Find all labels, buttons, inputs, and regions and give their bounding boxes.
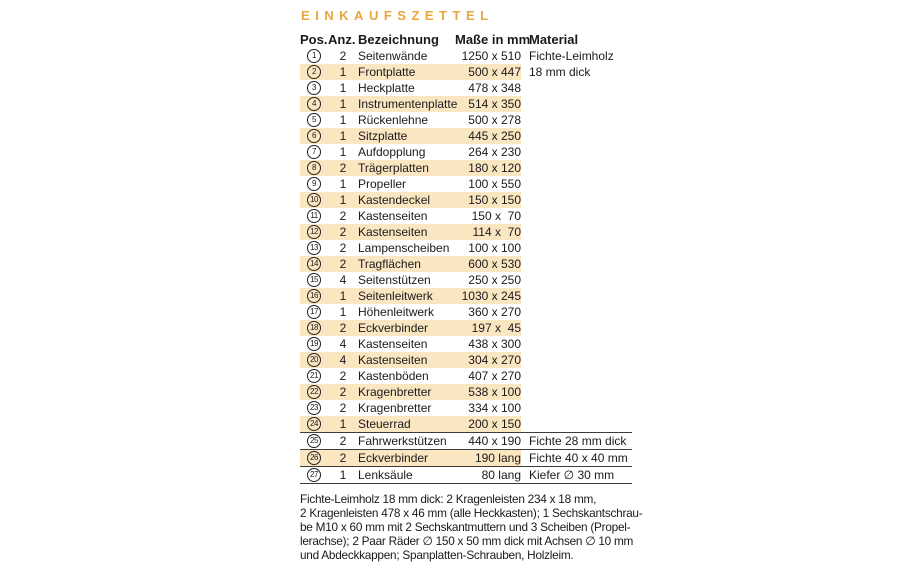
part-name-cell: Kastenseiten: [358, 353, 428, 367]
pos-number-badge: 27: [307, 468, 321, 482]
part-name-cell: Aufdopplung: [358, 145, 426, 159]
quantity-cell: 2: [339, 385, 347, 399]
quantity-cell: 1: [339, 113, 347, 127]
footer-note-line: 2 Kragenleisten 478 x 46 mm (alle Heckkasten); 1 Sechskantschrau-: [300, 505, 643, 520]
part-name-cell: Trägerplatten: [358, 161, 429, 175]
table-row: [300, 304, 632, 320]
part-name-cell: Kragenbretter: [358, 385, 432, 399]
pos-number-badge: 16: [307, 289, 321, 303]
pos-cell: [300, 337, 328, 351]
table-row: [300, 224, 632, 240]
part-name-cell: Sitzplatte: [358, 129, 408, 143]
quantity-cell: 4: [339, 273, 347, 287]
dimensions-cell: 445 x 250: [468, 129, 521, 143]
pos-number-badge: 11: [307, 209, 321, 223]
pos-cell: [300, 321, 328, 335]
table-row: [300, 320, 632, 336]
pos-cell: [300, 273, 328, 287]
pos-cell: [300, 113, 328, 127]
dimensions-cell: 360 x 270: [468, 305, 521, 319]
table-row: [300, 432, 632, 449]
pos-cell: [300, 65, 328, 79]
table-row: [300, 416, 632, 432]
material-cell: Fichte-Leimholz: [529, 49, 614, 63]
footer-notes: [300, 492, 643, 563]
pos-number-badge: 7: [307, 145, 321, 159]
table-row: [300, 96, 632, 112]
part-name-cell: Propeller: [358, 177, 407, 191]
einkaufszettel-panel: [300, 8, 643, 563]
part-name-cell: Kastenseiten: [358, 225, 428, 239]
pos-number-badge: 14: [307, 257, 321, 271]
pos-number-badge: 1: [307, 49, 321, 63]
part-name-cell: Steuerrad: [358, 417, 411, 431]
dimensions-cell: 100 x 550: [468, 177, 521, 191]
pos-number-badge: 17: [307, 305, 321, 319]
dimensions-cell: 150 x 150: [468, 193, 521, 207]
quantity-cell: 4: [339, 337, 347, 351]
quantity-cell: 1: [339, 193, 347, 207]
table-row: [300, 352, 632, 368]
dimensions-cell: 1030 x 245: [461, 289, 521, 303]
material-cell: Fichte 40 x 40 mm: [529, 451, 628, 465]
part-name-cell: Seitenleitwerk: [358, 289, 433, 303]
dimensions-cell: 440 x 190: [468, 434, 521, 448]
table-row: [300, 288, 632, 304]
part-name-cell: Lenksäule: [358, 468, 413, 482]
pos-cell: [300, 193, 328, 207]
part-name-cell: Eckverbinder: [358, 321, 429, 335]
pos-number-badge: 5: [307, 113, 321, 127]
table-row: [300, 48, 632, 64]
pos-number-badge: 4: [307, 97, 321, 111]
part-name-cell: Tragflächen: [358, 257, 421, 271]
quantity-cell: 2: [339, 369, 347, 383]
dimensions-cell: 114 x 70: [472, 225, 521, 239]
quantity-cell: 1: [339, 305, 347, 319]
quantity-cell: 4: [339, 353, 347, 367]
pos-number-badge: 13: [307, 241, 321, 255]
part-name-cell: Seitenwände: [358, 49, 428, 63]
pos-number-badge: 21: [307, 369, 321, 383]
pos-number-badge: 10: [307, 193, 321, 207]
quantity-cell: 2: [339, 401, 347, 415]
dimensions-cell: 538 x 100: [468, 385, 521, 399]
dimensions-cell: 190 lang: [474, 451, 521, 465]
dimensions-cell: 1250 x 510: [461, 49, 521, 63]
dimensions-cell: 600 x 530: [468, 257, 521, 271]
dimensions-cell: 200 x 150: [468, 417, 521, 431]
part-name-cell: Lampenscheiben: [358, 241, 450, 255]
dimensions-cell: 180 x 120: [468, 161, 521, 175]
dimensions-cell: 438 x 300: [468, 337, 521, 351]
pos-number-badge: 23: [307, 401, 321, 415]
table-row: [300, 208, 632, 224]
table-row: [300, 176, 632, 192]
pos-cell: [300, 177, 328, 191]
pos-cell: [300, 353, 328, 367]
quantity-cell: 2: [339, 321, 347, 335]
quantity-cell: 1: [339, 289, 347, 303]
dimensions-cell: 478 x 348: [468, 81, 521, 95]
pos-cell: [300, 305, 328, 319]
table-header-row: [300, 30, 632, 48]
header-pos: Pos.: [300, 31, 328, 47]
header-masse: Maße in mm: [455, 31, 531, 47]
table-row: [300, 144, 632, 160]
quantity-cell: 2: [339, 241, 347, 255]
quantity-cell: 1: [339, 81, 347, 95]
part-name-cell: Seitenstützen: [358, 273, 431, 287]
part-name-cell: Heckplatte: [358, 81, 415, 95]
pos-cell: [300, 225, 328, 239]
dimensions-cell: 500 x 447: [468, 65, 521, 79]
part-name-cell: Kragenbretter: [358, 401, 432, 415]
part-name-cell: Höhenleitwerk: [358, 305, 435, 319]
header-anz: Anz.: [328, 31, 356, 47]
table-row: [300, 272, 632, 288]
pos-cell: [300, 257, 328, 271]
dimensions-cell: 80 lang: [481, 468, 521, 482]
pos-cell: [300, 434, 328, 448]
pos-cell: [300, 209, 328, 223]
footer-note-line: und Abdeckkappen; Spanplatten-Schrauben, Holzleim.: [300, 547, 574, 562]
pos-number-badge: 12: [307, 225, 321, 239]
pos-cell: [300, 129, 328, 143]
quantity-cell: 1: [339, 177, 347, 191]
pos-cell: [300, 401, 328, 415]
part-name-cell: Instrumentenplatte: [358, 97, 458, 111]
material-cell: 18 mm dick: [529, 65, 591, 79]
quantity-cell: 1: [339, 468, 347, 482]
material-cell: Fichte 28 mm dick: [529, 434, 627, 448]
table-row: [300, 80, 632, 96]
table-row: [300, 368, 632, 384]
pos-number-badge: 24: [307, 417, 321, 431]
footer-note-line: Fichte-Leimholz 18 mm dick: 2 Kragenleisten 234 x 18 mm,: [300, 492, 597, 506]
quantity-cell: 1: [339, 97, 347, 111]
quantity-cell: 1: [339, 145, 347, 159]
pos-number-badge: 6: [307, 129, 321, 143]
table-row: [300, 256, 632, 272]
quantity-cell: 2: [339, 161, 347, 175]
pos-cell: [300, 369, 328, 383]
part-name-cell: Rückenlehne: [358, 113, 429, 127]
pos-cell: [300, 468, 328, 482]
table-row: [300, 336, 632, 352]
quantity-cell: 1: [339, 129, 347, 143]
pos-number-badge: 20: [307, 353, 321, 367]
quantity-cell: 2: [339, 225, 347, 239]
pos-number-badge: 18: [307, 321, 321, 335]
table-body: [300, 48, 632, 484]
table-row: [300, 240, 632, 256]
table-row: [300, 466, 632, 484]
quantity-cell: 2: [339, 257, 347, 271]
pos-cell: [300, 241, 328, 255]
header-material: Material: [529, 31, 579, 47]
table-row: [300, 449, 632, 466]
pos-number-badge: 2: [307, 65, 321, 79]
pos-cell: [300, 49, 328, 63]
dimensions-cell: 500 x 278: [468, 113, 521, 127]
footer-note-line: be M10 x 60 mm mit 2 Sechskantmuttern und 3 Scheiben (Propel-: [300, 519, 631, 534]
part-name-cell: Kastenseiten: [358, 337, 428, 351]
pos-cell: [300, 289, 328, 303]
table-row: [300, 384, 632, 400]
pos-cell: [300, 97, 328, 111]
dimensions-cell: 407 x 270: [468, 369, 521, 383]
dimensions-cell: 304 x 270: [468, 353, 521, 367]
dimensions-cell: 334 x 100: [468, 401, 521, 415]
quantity-cell: 2: [339, 451, 347, 465]
quantity-cell: 1: [339, 417, 347, 431]
pos-number-badge: 8: [307, 161, 321, 175]
pos-number-badge: 9: [307, 177, 321, 191]
part-name-cell: Kastenseiten: [358, 209, 428, 223]
part-name-cell: Kastendeckel: [358, 193, 431, 207]
pos-number-badge: 25: [307, 434, 321, 448]
dimensions-cell: 514 x 350: [468, 97, 521, 111]
dimensions-cell: 150 x 70: [471, 209, 521, 223]
material-cell: Kiefer ∅ 30 mm: [529, 468, 615, 482]
footer-note-line: lerachse); 2 Paar Räder ∅ 150 x 50 mm dick mit Achsen ∅ 10 mm: [300, 533, 634, 548]
pos-number-badge: 3: [307, 81, 321, 95]
pos-cell: [300, 81, 328, 95]
table-row: [300, 160, 632, 176]
pos-cell: [300, 385, 328, 399]
part-name-cell: Frontplatte: [358, 65, 416, 79]
dimensions-cell: 250 x 250: [468, 273, 521, 287]
table-row: [300, 192, 632, 208]
pos-cell: [300, 417, 328, 431]
pos-cell: [300, 145, 328, 159]
pos-number-badge: 26: [307, 451, 321, 465]
pos-number-badge: 19: [307, 337, 321, 351]
pos-cell: [300, 161, 328, 175]
page-title: EINKAUFSZETTEL: [301, 8, 494, 23]
table-row: [300, 64, 632, 80]
pos-cell: [300, 451, 328, 465]
quantity-cell: 2: [339, 49, 347, 63]
header-bezeichnung: Bezeichnung: [358, 31, 439, 47]
dimensions-cell: 100 x 100: [468, 241, 521, 255]
pos-number-badge: 22: [307, 385, 321, 399]
pos-number-badge: 15: [307, 273, 321, 287]
quantity-cell: 2: [339, 434, 347, 448]
dimensions-cell: 197 x 45: [471, 321, 521, 335]
table-row: [300, 112, 632, 128]
dimensions-cell: 264 x 230: [468, 145, 521, 159]
table-row: [300, 128, 632, 144]
quantity-cell: 2: [339, 209, 347, 223]
part-name-cell: Kastenböden: [358, 369, 429, 383]
part-name-cell: Eckverbinder: [358, 451, 429, 465]
part-name-cell: Fahrwerkstützen: [358, 434, 447, 448]
table-row: [300, 400, 632, 416]
quantity-cell: 1: [339, 65, 347, 79]
